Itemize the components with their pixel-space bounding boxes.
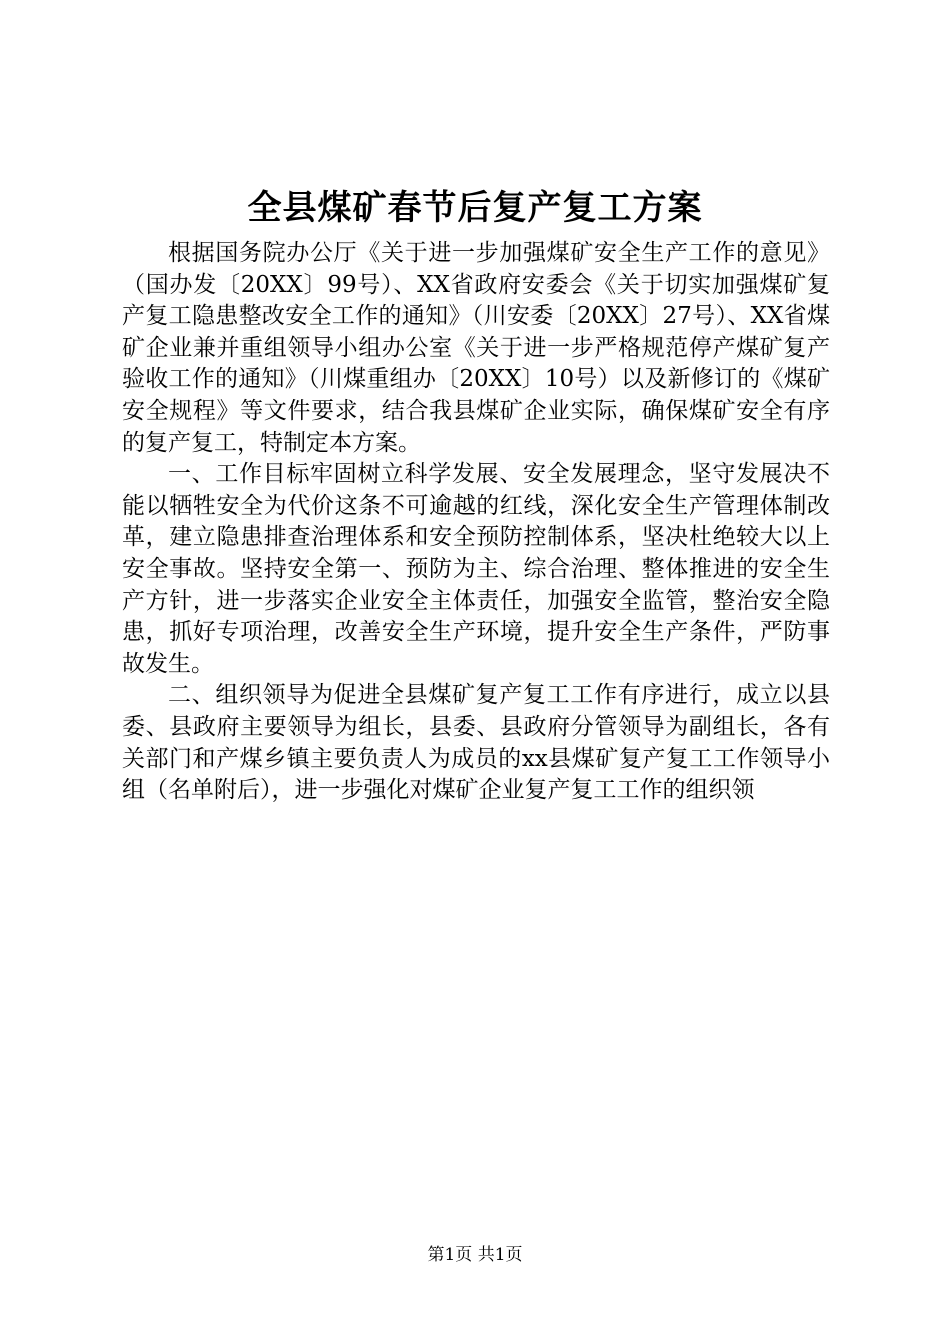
paragraph-work-goals: 一、工作目标牢固树立科学发展、安全发展理念，坚守发展决不能以牺牲安全为代价这条不可逾越的红线，深化安全生产管理体制改革，建立隐患排查治理体系和安全预防控制体系，坚决杜绝较大以上安全事故。坚持安全第一、预防为主、综合治理、整体推进的安全生产方针，进一步落实企业安全主体责任，加强安全监管，整治安全隐患，抓好专项治理，改善安全生产环境，提升安全生产条件，严防事故发生。 <box>122 461 830 677</box>
page-footer: 第1页 共1页 <box>427 1245 523 1265</box>
paragraph-organization: 二、组织领导为促进全县煤矿复产复工工作有序进行，成立以县委、县政府主要领导为组长，县委、县政府分管领导为副组长，各有关部门和产煤乡镇主要负责人为成员的xx县煤矿复产复工工作领导小组（名单附后），进一步强化对煤矿企业复产复工工作的组织领 <box>122 682 830 804</box>
document-title: 全县煤矿春节后复产复工方案 <box>247 188 703 228</box>
paragraph-intro: 根据国务院办公厅《关于进一步加强煤矿安全生产工作的意见》（国办发〔20XX〕99号）、XX省政府安委会《关于切实加强煤矿复产复工隐患整改安全工作的通知》（川安委〔20XX〕27号）、XX省煤矿企业兼并重组领导小组办公室《关于进一步严格规范停产煤矿复产验收工作的通知》（川煤重组办〔20XX〕10号）以及新修订的《煤矿安全规程》等文件要求，结合我县煤矿企业实际，确保煤矿安全有序的复产复工，特制定本方案。 <box>122 240 830 456</box>
document-body <box>122 238 830 807</box>
